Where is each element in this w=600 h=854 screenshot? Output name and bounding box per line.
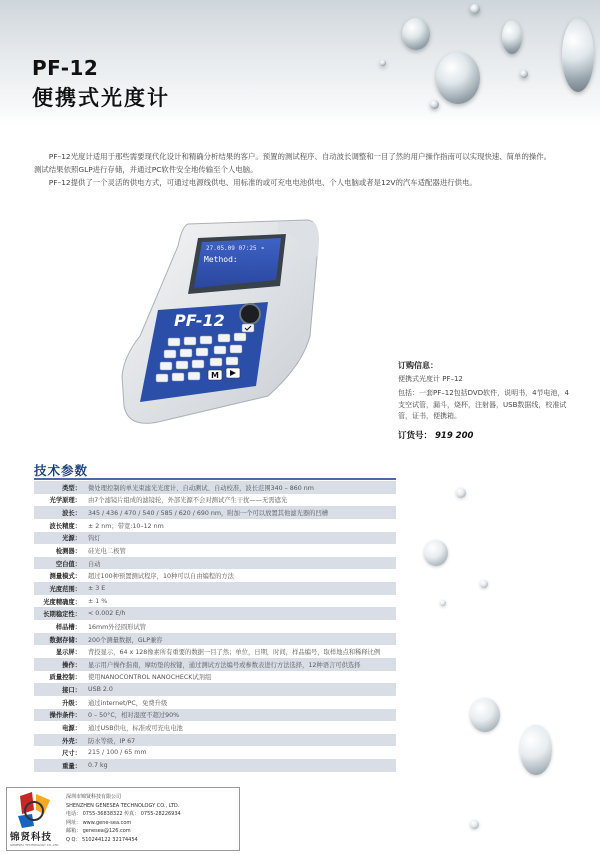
bubble-5 (480, 580, 488, 588)
spec-value: 背投显示，64 x 128像素所有重要的数据一目了然；单位，日期，时间，样品编号，取样地点和稀释比例 (88, 649, 381, 657)
water-drop-8 (430, 100, 439, 109)
water-drop-6 (520, 70, 528, 78)
water-drop-5 (470, 4, 480, 14)
spec-key: 外壳： (62, 737, 81, 745)
device-m-key-label: M (211, 371, 219, 380)
spec-value: 0.7 kg (88, 761, 108, 769)
water-drop-4 (562, 18, 594, 92)
company-logo-text: 锦贤科技 (10, 832, 53, 843)
spec-value: 通过USB供电，标准或可充电电池 (88, 724, 183, 732)
spec-key: 波长精度： (49, 522, 81, 530)
spec-row (34, 532, 396, 545)
spec-value: 通过internet/PC，免费升级 (88, 699, 168, 707)
spec-value: 0 – 50°C，相对湿度不超过90% (88, 712, 180, 720)
spec-key: 操作条件： (49, 712, 81, 720)
spec-value: 16mm外径圆形试管 (88, 623, 147, 631)
photometer-device-image (118, 216, 323, 426)
bubble-6 (470, 820, 479, 829)
spec-row (34, 709, 396, 722)
spec-value: 超过100种预置测试程序，10种可以自由编程的方法 (88, 573, 234, 581)
spec-key: 升级： (62, 699, 81, 707)
spec-row (34, 734, 396, 747)
spec-row (34, 696, 396, 709)
spec-value: 微处理控制的单光束滤光光度计、自动测试、自动校准，波长范围340 – 860 nm (88, 484, 314, 492)
spec-key: 接口： (62, 687, 81, 695)
company-website[interactable]: 网址： www.gene-sea.com (66, 819, 132, 826)
bubble-4 (520, 725, 552, 775)
spec-key: 波长： (62, 510, 81, 518)
spec-row (34, 746, 396, 759)
bubble-3 (470, 698, 500, 732)
company-tel: 电话： 0755-36838322 传真： 0755-28226934 (66, 811, 181, 818)
spec-value: USB 2.0 (88, 686, 113, 694)
device-brand: PF-12 (174, 311, 225, 330)
spec-row (34, 494, 396, 507)
device-screen-line1: 27.05.09 07:25 ⚬ (206, 245, 266, 252)
intro-paragraph-2: PF–12提供了一个灵活的供电方式，可通过电源线供电、用标准的或可充电电池供电、个人电脑或者是12V的汽车适配器进行供电。 (48, 178, 477, 187)
spec-value: 自动 (88, 560, 101, 568)
spec-key: 光源： (62, 535, 81, 543)
spec-value: 200个测量数据，GLP兼容 (88, 636, 163, 644)
water-drop-3 (502, 20, 522, 54)
water-drop-1 (402, 18, 430, 50)
device-screen-line2: Method: (204, 255, 238, 264)
spec-row (34, 481, 396, 494)
bubble-2 (456, 488, 466, 498)
order-code-label: 订货号： (398, 430, 433, 441)
spec-key: 样品槽： (55, 623, 81, 631)
spec-key: 尺寸： (62, 750, 81, 758)
spec-value: 钨灯 (88, 535, 101, 543)
spec-row (34, 506, 396, 519)
spec-value: ± 2 nm；带宽:10–12 nm (88, 522, 164, 530)
intro-text (34, 150, 554, 189)
specs-rule (34, 478, 396, 480)
spec-value: 硅光电二极管 (88, 548, 126, 556)
spec-value: 使用NANOCONTROL NANOCHECK试剂组 (88, 674, 212, 682)
spec-key: 类型： (62, 484, 81, 492)
spec-row (34, 620, 396, 633)
spec-row (34, 519, 396, 532)
spec-row (34, 569, 396, 582)
device-check-key (242, 324, 254, 332)
spec-row (34, 595, 396, 608)
company-contact (66, 793, 181, 845)
order-product: 便携式光度计 PF–12 (398, 374, 463, 383)
spec-key: 长期稳定性： (43, 611, 81, 619)
spec-row (34, 721, 396, 734)
company-name-en: SHENZHEN GENESEA TECHNOLOGY CO., LTD. (66, 802, 180, 809)
spec-key: 光度范围： (49, 585, 81, 593)
spec-key: 光度精确度： (43, 598, 81, 606)
spec-value: ± 1 % (88, 597, 108, 605)
spec-row (34, 759, 396, 772)
spec-key: 操作： (62, 661, 81, 669)
water-drop-2 (436, 52, 480, 104)
company-logo-subtext: GENESEA TECHNOLOGY CO.,LTD (10, 843, 59, 847)
sample-cell-port (240, 304, 260, 324)
spec-value: 由7个滤镜片组成的滤镜轮，外部光源不会对测试产生干扰——无需遮光 (88, 497, 288, 505)
spec-key: 电源： (62, 724, 81, 732)
order-info (398, 360, 573, 442)
order-heading: 订购信息： (398, 361, 438, 370)
spec-key: 测量模式： (49, 573, 81, 581)
bubble-1 (424, 540, 448, 566)
company-email[interactable]: 邮箱： genesea@126.com (66, 828, 131, 835)
spec-value: 显示用户操作指南，摩纺垫的按键，通过测试方法编号或参数表进行方法选择，12种语言可供选择 (88, 661, 361, 669)
spec-row (34, 582, 396, 595)
water-drop-7 (380, 60, 386, 66)
bubble-7 (440, 600, 446, 606)
spec-key: 重量： (62, 762, 81, 770)
spec-row (34, 633, 396, 646)
spec-value: < 0.002 E/h (88, 610, 126, 618)
product-title-en: PF-12 (32, 56, 99, 80)
spec-value: ± 3 E (88, 584, 106, 592)
spec-row (34, 607, 396, 620)
spec-key: 数据存储： (49, 636, 81, 644)
spec-value: 215 / 100 / 65 mm (88, 749, 147, 757)
spec-key: 空白值： (55, 560, 81, 568)
spec-row (34, 544, 396, 557)
spec-row (34, 671, 396, 684)
order-code (398, 431, 573, 443)
product-title-cn: 便携式光度计 (32, 86, 170, 110)
spec-key: 显示屏： (55, 649, 81, 657)
intro-paragraph-1: PF–12光度计适用于那些需要现代化设计和精确分析结果的客户。预置的测试程序、自动波长调整和一目了然的用户操作指南可以实现快速、简单的操作。测试结果依照GLP进行存储，并通过PC软件安全地传输至个人电脑。 (34, 152, 552, 174)
spec-key: 检测器： (55, 548, 81, 556)
specs-title: 技术参数 (34, 463, 89, 478)
spec-row (34, 557, 396, 570)
spec-key: 质量控制： (49, 674, 81, 682)
spec-key: 光学原理： (49, 497, 81, 505)
company-name-cn: 深圳市锦贤科技有限公司 (66, 794, 122, 800)
spec-row (34, 645, 396, 658)
company-qq: Q Q： 510244122 32174454 (66, 836, 138, 843)
order-includes: 包括：一套PF–12包括DVD软件，说明书，4节电池，4支空试管，漏斗，烧杯，注射器，USB数据线，校准试管，证书，便携箱。 (398, 389, 570, 420)
spec-value: 345 / 436 / 470 / 540 / 585 / 620 / 690 nm，附加一个可以放置其他滤光器的凹槽 (88, 510, 329, 518)
spec-value: 防水等级，IP 67 (88, 737, 136, 745)
spec-row (34, 683, 396, 696)
specs-table (34, 481, 396, 772)
order-code-value: 919 200 (434, 430, 474, 441)
spec-row (34, 658, 396, 671)
